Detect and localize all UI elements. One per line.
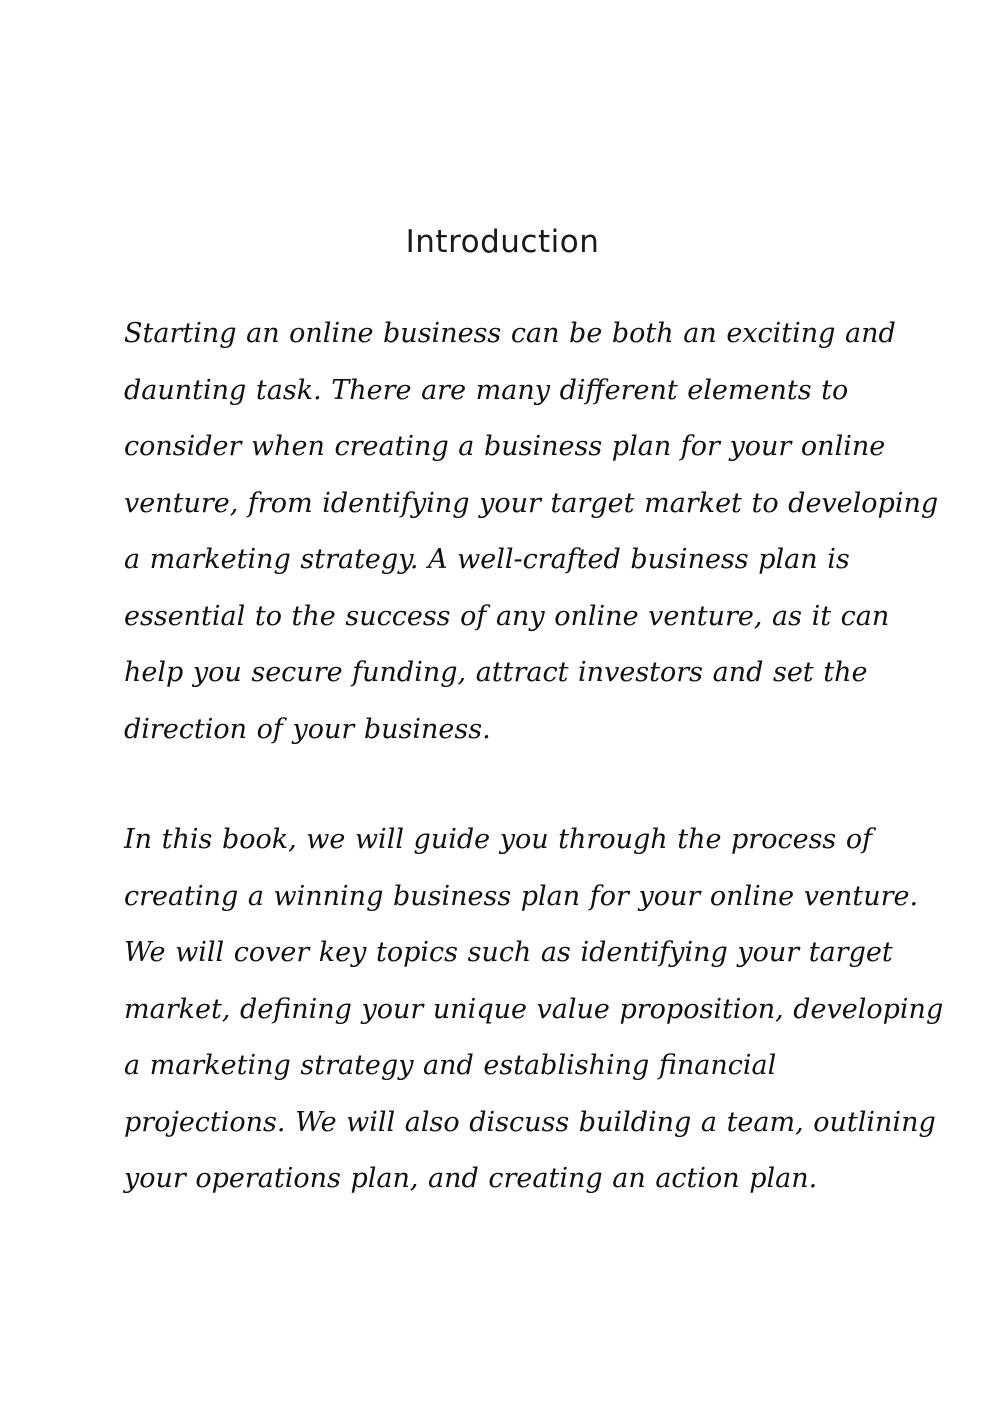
paragraph-line: your operations plan, and creating an action plan. (124, 1163, 818, 1194)
paragraph-line: Starting an online business can be both an exciting and (124, 318, 896, 349)
page-title: Introduction (405, 224, 600, 260)
paragraph-book-overview (124, 812, 944, 1208)
paragraph-line: venture, from identifying your target market to developing (124, 487, 939, 519)
paragraph-line: We will cover key topics such as identifying your target (124, 937, 893, 968)
paragraph-line: direction of your business. (124, 713, 491, 745)
paragraph-line: In this book, we will guide you through the process of (124, 824, 873, 855)
paragraph-line: daunting task. There are many different elements to (124, 374, 849, 406)
paragraph-line: projections. We will also discuss building a team, outlining (124, 1106, 936, 1138)
paragraph-intro (124, 306, 939, 758)
paragraph-line: consider when creating a business plan for your online (124, 431, 886, 462)
paragraph-line: a marketing strategy and establishing financial (124, 1050, 777, 1081)
paragraph-line: creating a winning business plan for your online venture. (124, 880, 919, 912)
paragraph-line: market, defining your unique value proposition, developing (124, 993, 944, 1025)
paragraph-line: essential to the success of any online venture, as it can (124, 600, 890, 632)
paragraph-line: a marketing strategy. A well-crafted business plan is (124, 544, 850, 575)
paragraph-line: help you secure funding, attract investors and set the (124, 657, 868, 688)
